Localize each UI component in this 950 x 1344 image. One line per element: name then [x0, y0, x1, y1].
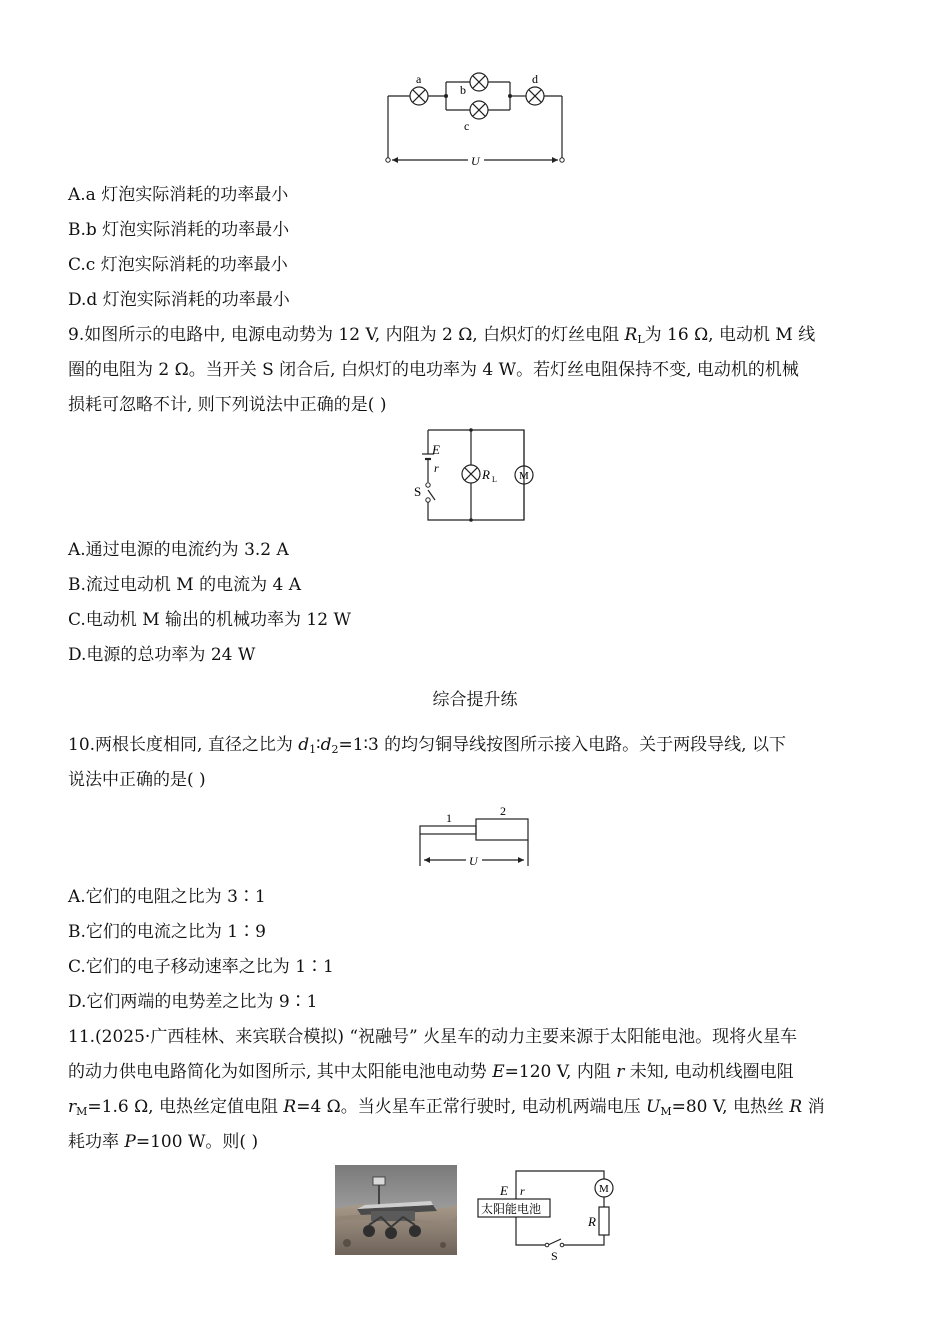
- svg-text:太阳能电池: 太阳能电池: [481, 1202, 542, 1216]
- svg-text:c: c: [464, 119, 470, 133]
- q8-option-b: B.b 灯泡实际消耗的功率最小: [68, 220, 290, 240]
- figure-q10-wires: [414, 800, 540, 872]
- svg-text:M: M: [519, 470, 529, 482]
- q11-stem-line4: 耗功率 P=100 W。则( ): [68, 1132, 259, 1152]
- q9-option-c: C.电动机 M 输出的机械功率为 12 W: [68, 610, 351, 630]
- figure-lamp-circuit: [380, 68, 580, 172]
- svg-text:E: E: [500, 1183, 508, 1198]
- q10-option-c: C.它们的电子移动速率之比为 1∶1: [68, 957, 334, 977]
- svg-text:2: 2: [500, 804, 506, 818]
- svg-text:b: b: [460, 83, 466, 97]
- q8-option-d: D.d 灯泡实际消耗的功率最小: [68, 290, 290, 310]
- svg-text:L: L: [492, 475, 497, 484]
- svg-text:S: S: [551, 1249, 558, 1263]
- q11-stem-line3: $r_M=1.6$ Ω, 电热丝定值电阻 R=4 Ω。当火星车正常行驶时, 电动机两端电压 $U_M=80$ V, 电热丝 R 消: [68, 1097, 825, 1118]
- q8-option-a: A.a 灯泡实际消耗的功率最小: [68, 185, 289, 205]
- figure-q11-circuit: [470, 1165, 620, 1265]
- q10-stem-line1: 10.两根长度相同, 直径之比为 $d_1∶d_2=1∶3$ 的均匀铜导线按图所示接入电路。关于两段导线, 以下: [68, 735, 786, 756]
- svg-text:U: U: [471, 154, 480, 168]
- q9-option-d: D.电源的总功率为 24 W: [68, 645, 256, 665]
- q11-stem-line2: 的动力供电电路简化为如图所示, 其中太阳能电池电动势 E=120 V, 内阻 r 未知, 电动机线圈电阻: [68, 1062, 794, 1082]
- q8-option-c: C.c 灯泡实际消耗的功率最小: [68, 255, 288, 275]
- svg-text:1: 1: [446, 811, 452, 825]
- q9-stem-line1: 9.如图所示的电路中, 电源电动势为 12 V, 内阻为 2 Ω, 白炽灯的灯丝电阻 $R_L$为 16 Ω, 电动机 M 线: [68, 325, 816, 346]
- q10-stem-line2: 说法中正确的是( ): [68, 770, 206, 790]
- q10-option-b: B.它们的电流之比为 1∶9: [68, 922, 266, 942]
- svg-text:r: r: [520, 1184, 525, 1198]
- svg-text:r: r: [434, 461, 439, 475]
- mars-rover-photo: [335, 1165, 457, 1255]
- q9-stem-line3: 损耗可忽略不计, 则下列说法中正确的是( ): [68, 395, 387, 415]
- svg-text:S: S: [414, 484, 422, 499]
- q9-option-b: B.流过电动机 M 的电流为 4 A: [68, 575, 302, 595]
- section-title: 综合提升练: [432, 690, 518, 710]
- q9-option-a: A.通过电源的电流约为 3.2 A: [68, 540, 289, 560]
- svg-text:E: E: [432, 442, 440, 457]
- svg-text:R: R: [482, 467, 490, 482]
- q11-stem-line1: 11.(2025·广西桂林、来宾联合模拟) “祝融号” 火星车的动力主要来源于太阳能电池。现将火星车: [68, 1027, 798, 1047]
- svg-text:R: R: [588, 1214, 596, 1229]
- resistor-r: [599, 1207, 609, 1235]
- q10-option-a: A.它们的电阻之比为 3∶1: [68, 887, 266, 907]
- figure-q9-circuit: [408, 426, 558, 526]
- svg-text:M: M: [599, 1183, 609, 1195]
- q9-stem-line2: 圈的电阻为 2 Ω。当开关 S 闭合后, 白炽灯的电功率为 4 W。若灯丝电阻保持不变, 电动机的机械: [68, 360, 799, 380]
- svg-text:d: d: [532, 72, 538, 86]
- wire-1: [420, 826, 476, 834]
- svg-text:U: U: [469, 854, 478, 868]
- q10-option-d: D.它们两端的电势差之比为 9∶1: [68, 992, 318, 1012]
- svg-text:a: a: [416, 72, 422, 86]
- wire-2: [476, 819, 528, 840]
